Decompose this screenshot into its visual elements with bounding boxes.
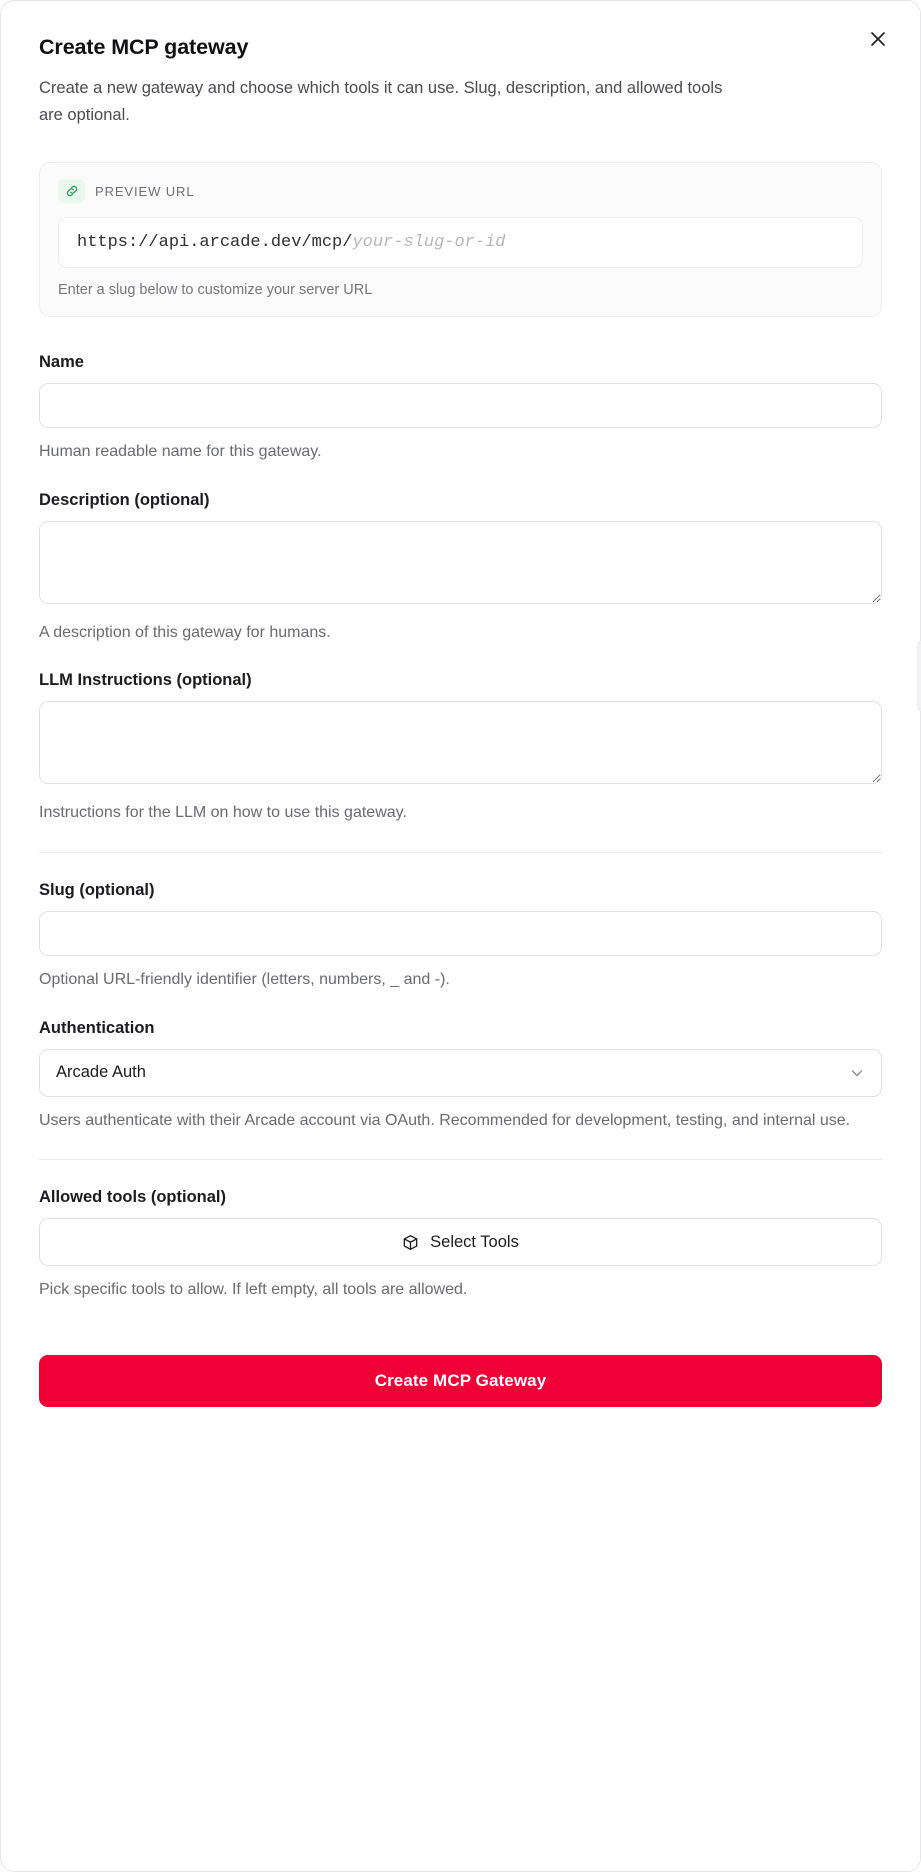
description-help: A description of this gateway for humans. bbox=[39, 623, 331, 641]
llm-instructions-label: LLM Instructions (optional) bbox=[39, 671, 252, 690]
authentication-selected-value: Arcade Auth bbox=[56, 1063, 146, 1082]
preview-url-hint: Enter a slug below to customize your server URL bbox=[58, 282, 373, 299]
slug-input[interactable] bbox=[39, 911, 882, 956]
page-title: Create MCP gateway bbox=[39, 35, 249, 59]
authentication-label: Authentication bbox=[39, 1018, 155, 1037]
chevron-down-icon bbox=[849, 1065, 865, 1081]
preview-url-base: https://api.arcade.dev/mcp/ bbox=[77, 233, 353, 253]
preview-url-value bbox=[58, 217, 863, 268]
modal-subtitle: Create a new gateway and choose which tools it can use. Slug, description, and allowed tools are optional. bbox=[39, 78, 723, 124]
box-icon bbox=[402, 1234, 419, 1251]
llm-instructions-help: Instructions for the LLM on how to use this gateway. bbox=[39, 804, 407, 822]
description-label: Description (optional) bbox=[39, 490, 210, 509]
llm-instructions-input[interactable] bbox=[39, 701, 882, 784]
divider-tools bbox=[39, 1159, 882, 1160]
preview-url-card bbox=[39, 162, 882, 317]
create-mcp-gateway-button[interactable]: Create MCP Gateway bbox=[39, 1355, 882, 1407]
allowed-tools-label: Allowed tools (optional) bbox=[39, 1188, 226, 1207]
select-tools-button[interactable] bbox=[39, 1218, 882, 1266]
preview-url-slug-placeholder: your-slug-or-id bbox=[352, 233, 506, 253]
authentication-select[interactable] bbox=[39, 1049, 882, 1097]
preview-url-label: PREVIEW URL bbox=[95, 183, 195, 199]
description-input[interactable] bbox=[39, 521, 882, 604]
divider-slug bbox=[39, 852, 882, 853]
authentication-help: Users authenticate with their Arcade account via OAuth. Recommended for development, testing, and internal use. bbox=[39, 1111, 851, 1129]
slug-help: Optional URL-friendly identifier (letters, numbers, _ and -). bbox=[39, 971, 450, 989]
link-icon bbox=[58, 179, 85, 203]
slug-label: Slug (optional) bbox=[39, 881, 155, 900]
close-icon[interactable] bbox=[864, 25, 892, 53]
scrollbar[interactable] bbox=[917, 641, 921, 711]
name-input[interactable] bbox=[39, 383, 882, 428]
name-help: Human readable name for this gateway. bbox=[39, 443, 322, 461]
name-label: Name bbox=[39, 353, 84, 372]
select-tools-label: Select Tools bbox=[430, 1232, 519, 1251]
allowed-tools-help: Pick specific tools to allow. If left empty, all tools are allowed. bbox=[39, 1281, 468, 1299]
preview-url-header bbox=[58, 179, 863, 203]
